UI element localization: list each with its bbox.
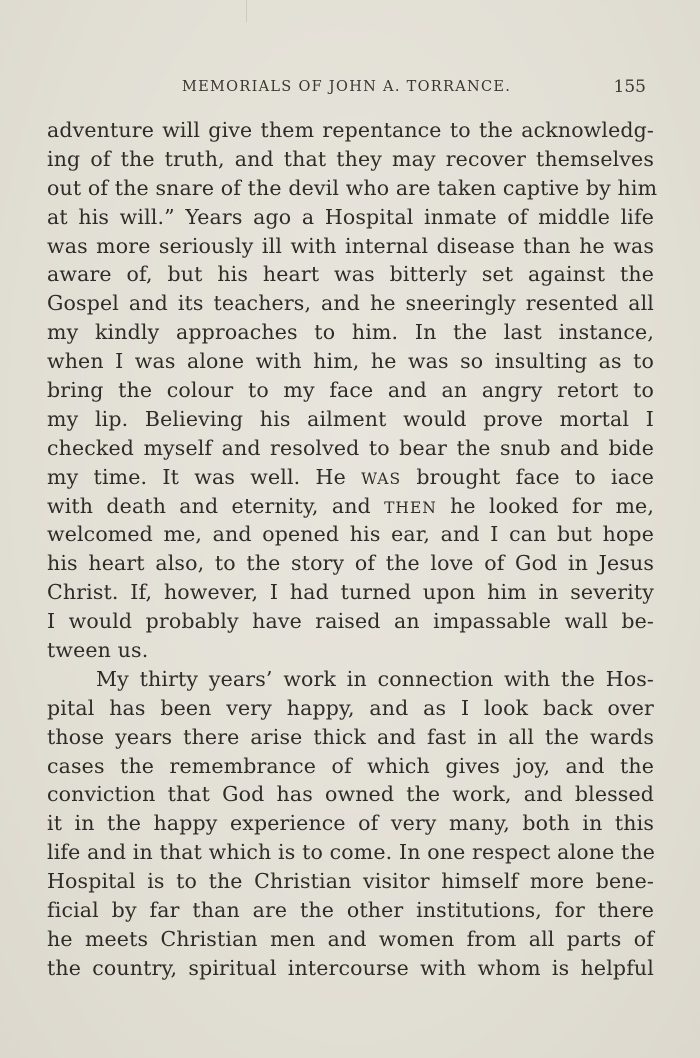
text-line: Gospel and its teachers, and he sneeringly resented all: [47, 291, 654, 316]
text-line: Hospital is to the Christian visitor himself more bene-: [47, 869, 654, 894]
text-line: his heart also, to the story of the love of God in Jesus: [47, 551, 654, 576]
text-line: those years there arise thick and fast in all the wards: [47, 724, 654, 749]
text-line: life and in that which is to come. In one respect alone the: [47, 840, 656, 865]
text-line: ing of the truth, and that they may recover themselves: [47, 146, 654, 171]
text-line: pital has been very happy, and as I look back over: [47, 695, 654, 720]
text-line: my lip. Believing his ailment would prove mortal I: [47, 406, 654, 431]
line-part: my time. It was well. He: [47, 464, 346, 489]
paragraph-first-line: My thirty years’ work in connection with the Hos-: [96, 666, 654, 691]
page-crease: [246, 0, 247, 22]
body-text: [47, 116, 658, 983]
text-line: my kindly approaches to him. In the last instance,: [47, 320, 654, 345]
text-line: welcomed me, and opened his ear, and I can but hope: [47, 522, 654, 547]
text-line: cases the remembrance of which gives joy, and the: [47, 753, 654, 778]
emphasis-word: WAS: [361, 469, 402, 488]
text-line: bring the colour to my face and an angry retort to: [47, 378, 654, 403]
text-line: the country, spiritual intercourse with whom is helpful: [47, 955, 654, 980]
text-line-emphasis-was: [47, 463, 654, 492]
text-line: aware of, but his heart was bitterly set against the: [47, 262, 654, 287]
text-line: out of the snare of the devil who are taken captive by him: [47, 175, 658, 200]
running-head: MEMORIALS OF JOHN A. TORRANCE.: [182, 79, 512, 95]
text-line: I would probably have raised an impassable wall be-: [47, 609, 654, 634]
line-part: he looked for me,: [450, 493, 654, 518]
text-line: when I was alone with him, he was so insulting as to: [47, 349, 654, 374]
line-part: with death and eternity, and: [47, 493, 371, 518]
text-line: conviction that God has owned the work, and blessed: [47, 782, 654, 807]
text-line: ficial by far than are the other institutions, for there: [47, 898, 654, 923]
line-part: brought face to iace: [416, 464, 654, 489]
text-line: he meets Christian men and women from all parts of: [47, 926, 654, 951]
text-line: adventure will give them repentance to the acknowledg-: [47, 118, 654, 142]
emphasis-word: THEN: [384, 498, 437, 517]
text-line: Christ. If, however, I had turned upon him in severity: [47, 580, 654, 605]
text-line: at his will.” Years ago a Hospital inmate of middle life: [47, 204, 654, 229]
text-line: it in the happy experience of very many, both in this: [47, 811, 654, 836]
text-line: was more seriously ill with internal disease than he was: [47, 233, 654, 258]
text-line: checked myself and resolved to bear the snub and bide: [47, 435, 654, 460]
page-header: [46, 76, 650, 100]
text-line: tween us.: [47, 638, 149, 663]
text-line-emphasis-then: [47, 492, 654, 521]
page-number: 155: [613, 77, 646, 97]
